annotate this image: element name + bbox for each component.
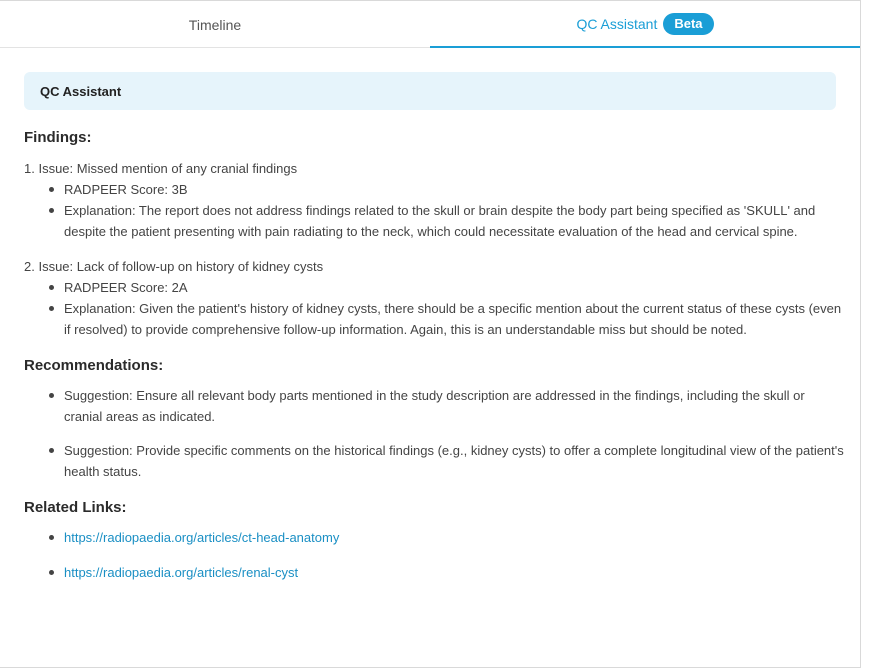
tab-timeline-label: Timeline [188, 16, 242, 33]
related-links-list [24, 527, 844, 583]
recommendation-item: Suggestion: Provide specific comments on the historical findings (e.g., kidney cysts) to offer a complete longitudinal view of the patient's health status. [46, 440, 844, 482]
issue-title: 2. Issue: Lack of follow-up on history of kidney cysts [24, 259, 324, 274]
tab-qc-assistant-label: QC Assistant [576, 15, 658, 32]
panel-title: QC Assistant [24, 72, 836, 110]
beta-badge: Beta [663, 13, 713, 35]
qc-content [24, 127, 844, 583]
tab-qc-assistant[interactable] [430, 1, 860, 48]
issue-explanation: Explanation: The report does not address findings related to the skull or brain despite the body part being specified as 'SKULL' and despite the patient presenting with pain radiating to the neck, which could necessitate evaluation of the head and cervical spine. [46, 200, 844, 242]
issue-explanation: Explanation: Given the patient's history of kidney cysts, there should be a specific mention about the current status of these cysts (even if resolved) to provide comprehensive follow-up information. Again, this is an understandable miss but should be noted. [46, 298, 844, 340]
tab-timeline[interactable] [0, 1, 430, 48]
issue-score: RADPEER Score: 2A [46, 277, 844, 298]
recommendation-item: Suggestion: Ensure all relevant body parts mentioned in the study description are addressed in the findings, including the skull or cranial areas as indicated. [46, 385, 844, 427]
issue-score: RADPEER Score: 3B [46, 179, 844, 200]
tab-bar [0, 1, 860, 48]
related-link-item [46, 562, 844, 583]
related-link[interactable]: https://radiopaedia.org/articles/renal-cyst [64, 565, 299, 580]
issue-title: 1. Issue: Missed mention of any cranial findings [24, 161, 298, 176]
recommendations-heading: Recommendations: [24, 357, 164, 374]
recommendations-list [24, 385, 844, 482]
related-link[interactable]: https://radiopaedia.org/articles/ct-head-anatomy [64, 530, 340, 545]
finding-issue-1 [24, 158, 844, 242]
related-links-heading: Related Links: [24, 499, 127, 516]
findings-heading: Findings: [24, 129, 92, 146]
finding-issue-2 [24, 256, 844, 340]
related-link-item [46, 527, 844, 548]
